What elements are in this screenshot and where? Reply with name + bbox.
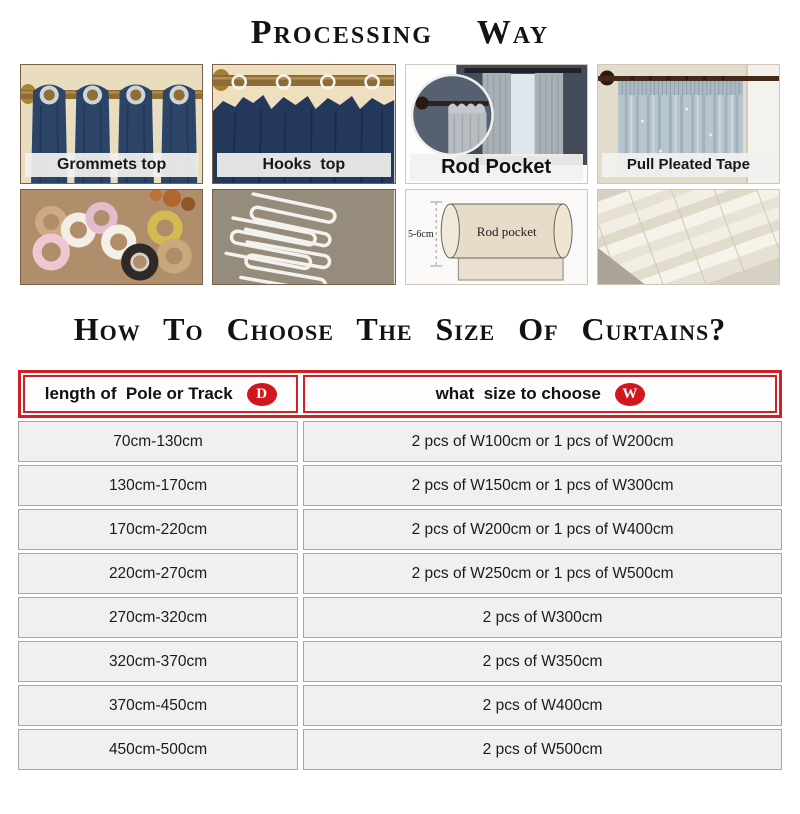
pole-length-cell: 370cm-450cm <box>18 685 298 726</box>
size-choice-cell: 2 pcs of W400cm <box>303 685 782 726</box>
pull-pleated-tape-photo <box>597 64 780 184</box>
pole-length-cell: 70cm-130cm <box>18 421 298 462</box>
grommet-rings-photo <box>20 189 203 285</box>
panel-hooks-top <box>212 64 395 285</box>
curtain-hooks-photo <box>212 189 395 285</box>
table-row <box>18 465 782 506</box>
table-row <box>18 641 782 682</box>
grommets-top-photo <box>20 64 203 184</box>
size-choice-cell: 2 pcs of W100cm or 1 pcs of W200cm <box>303 421 782 462</box>
header-size-choice-label: what size to choose <box>435 384 601 403</box>
rod-pocket-label: Rod Pocket <box>410 154 583 181</box>
size-guide-heading: How To Choose The Size Of Curtains? <box>73 311 727 347</box>
panel-pull-pleated-tape <box>597 64 780 285</box>
header-pole-length-label: length of Pole or Track <box>44 384 233 403</box>
pole-length-cell: 130cm-170cm <box>18 465 298 506</box>
grommets-top-label: Grommets top <box>25 153 198 177</box>
size-table <box>18 370 782 770</box>
table-row <box>18 553 782 594</box>
panel-rod-pocket <box>405 64 588 285</box>
size-choice-cell: 2 pcs of W350cm <box>303 641 782 682</box>
pole-length-cell: 450cm-500cm <box>18 729 298 770</box>
table-row <box>18 729 782 770</box>
processing-way-title: Processing Way <box>250 14 550 51</box>
size-choice-cell: 2 pcs of W150cm or 1 pcs of W300cm <box>303 465 782 506</box>
pole-length-cell: 220cm-270cm <box>18 553 298 594</box>
pocket-measure-text: 5-6cm <box>407 229 434 240</box>
size-choice-cell: 2 pcs of W250cm or 1 pcs of W500cm <box>303 553 782 594</box>
length-badge: D <box>247 383 277 406</box>
curtain-product-infographic <box>0 14 800 770</box>
hooks-top-photo <box>212 64 395 184</box>
pleated-tape-closeup-photo <box>597 189 780 285</box>
processing-panels <box>20 64 780 285</box>
size-choice-cell: 2 pcs of W500cm <box>303 729 782 770</box>
width-badge: W <box>615 383 645 406</box>
rod-pocket-diagram <box>405 189 588 285</box>
pull-pleated-tape-label: Pull Pleated Tape <box>602 153 775 177</box>
pole-length-cell: 270cm-320cm <box>18 597 298 638</box>
curtain-hooks-illustration <box>213 190 394 284</box>
hooks-top-label: Hooks top <box>217 153 390 177</box>
header-size-choice-cell <box>303 375 777 413</box>
table-row <box>18 685 782 726</box>
rod-pocket-photo <box>405 64 588 184</box>
rod-pocket-diagram-label: Rod pocket <box>476 224 537 239</box>
table-row <box>18 597 782 638</box>
rod-pocket-diagram-illustration <box>406 190 587 284</box>
header-pole-length-cell <box>23 375 298 413</box>
table-row <box>18 421 782 462</box>
size-table-header <box>18 370 782 418</box>
pole-length-cell: 170cm-220cm <box>18 509 298 550</box>
size-table-body <box>18 421 782 770</box>
table-row <box>18 509 782 550</box>
grommet-rings-illustration <box>21 190 202 284</box>
pole-length-cell: 320cm-370cm <box>18 641 298 682</box>
panel-grommets-top <box>20 64 203 285</box>
size-choice-cell: 2 pcs of W200cm or 1 pcs of W400cm <box>303 509 782 550</box>
pleated-tape-closeup-illustration <box>598 190 779 284</box>
size-choice-cell: 2 pcs of W300cm <box>303 597 782 638</box>
